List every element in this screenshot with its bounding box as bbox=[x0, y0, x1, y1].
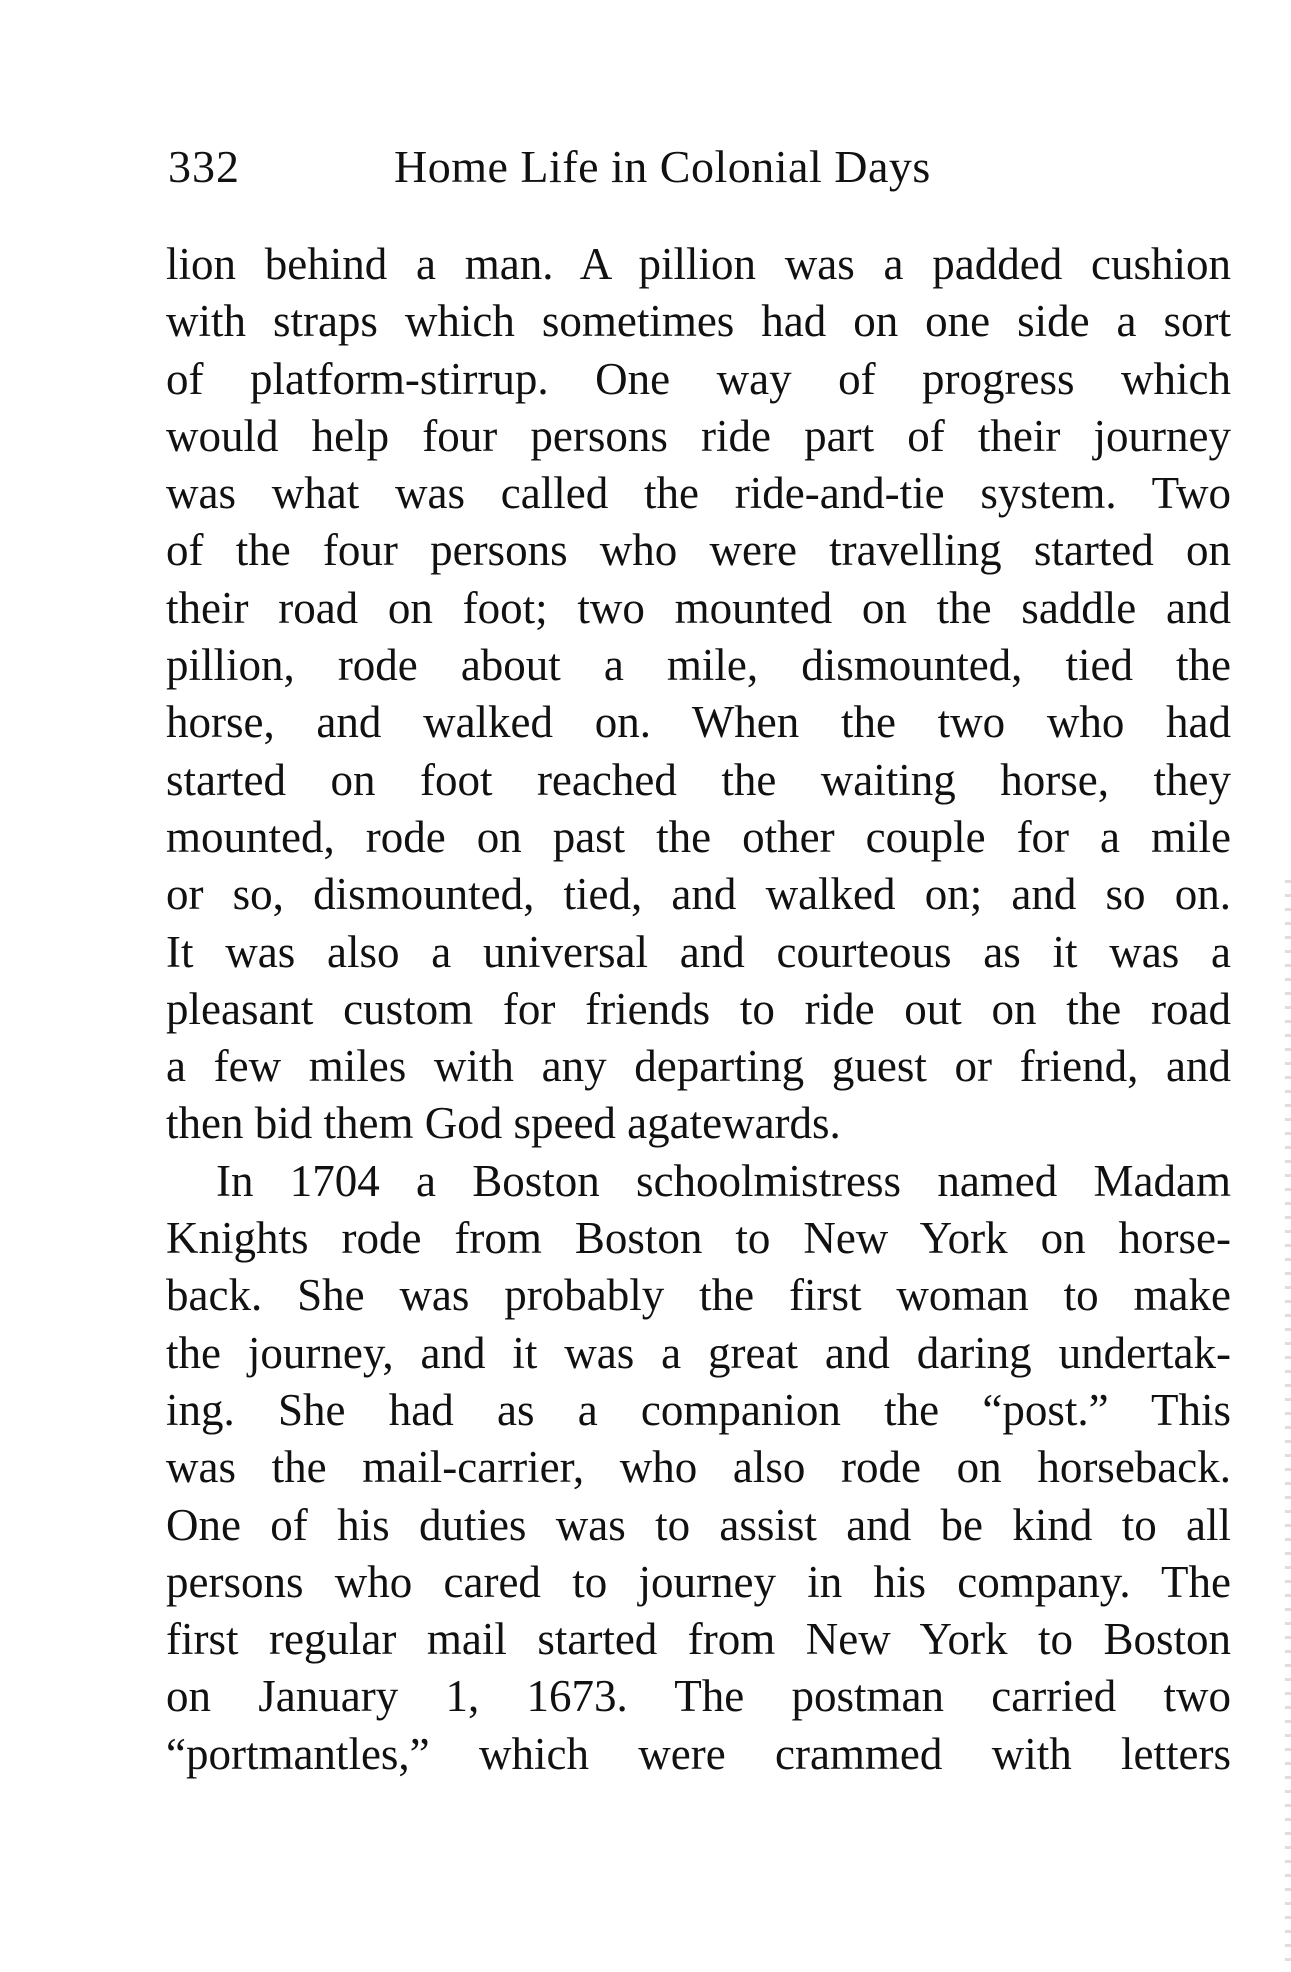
text-line: with straps which sometimes had on one side a sort bbox=[166, 296, 1231, 347]
text-line: mounted, rode on past the other couple for a mile bbox=[166, 811, 1231, 862]
text-line: was the mail-carrier, who also rode on horseback. bbox=[166, 1442, 1231, 1493]
text-line: of platform-stirrup. One way of progress which bbox=[166, 353, 1231, 404]
running-title: Home Life in Colonial Days bbox=[394, 141, 931, 192]
text-line: ing. She had as a companion the “post.” This bbox=[166, 1384, 1231, 1435]
text-line: pleasant custom for friends to ride out on the road bbox=[166, 983, 1231, 1034]
text-line: lion behind a man. A pillion was a padded cushion bbox=[166, 239, 1231, 289]
text-line: or so, dismounted, tied, and walked on; and so on. bbox=[166, 869, 1231, 920]
text-line: Knights rode from Boston to New York on horse- bbox=[166, 1213, 1231, 1264]
page-header bbox=[168, 142, 1068, 192]
page-number: 332 bbox=[168, 141, 240, 192]
text-line: started on foot reached the waiting horse, they bbox=[166, 754, 1231, 805]
text-line: would help four persons ride part of their journey bbox=[166, 410, 1231, 461]
text-line: of the four persons who were travelling started on bbox=[166, 525, 1231, 576]
text-line: then bid them God speed agatewards. bbox=[166, 1098, 841, 1149]
text-line: was what was called the ride-and-tie system. Two bbox=[166, 468, 1231, 519]
paragraph-start-line: In 1704 a Boston schoolmistress named Madam bbox=[216, 1155, 1231, 1206]
text-line: on January 1, 1673. The postman carried two bbox=[166, 1671, 1231, 1722]
text-line: a few miles with any departing guest or friend, and bbox=[166, 1041, 1231, 1092]
text-line: horse, and walked on. When the two who had bbox=[166, 697, 1231, 748]
text-line: their road on foot; two mounted on the saddle and bbox=[166, 582, 1231, 633]
page-edge-shadow bbox=[1285, 880, 1291, 1970]
text-line: “portmantles,” which were crammed with letters bbox=[166, 1728, 1231, 1779]
text-line: pillion, rode about a mile, dismounted, tied the bbox=[166, 640, 1231, 691]
text-line: the journey, and it was a great and daring undertak- bbox=[166, 1327, 1231, 1378]
text-line: It was also a universal and courteous as it was a bbox=[166, 926, 1231, 977]
text-line: back. She was probably the first woman to make bbox=[166, 1270, 1231, 1321]
text-line: first regular mail started from New York to Boston bbox=[166, 1614, 1231, 1665]
text-line: persons who cared to journey in his company. The bbox=[166, 1556, 1231, 1607]
text-line: One of his duties was to assist and be kind to all bbox=[166, 1499, 1231, 1550]
body-text bbox=[166, 236, 1231, 1783]
